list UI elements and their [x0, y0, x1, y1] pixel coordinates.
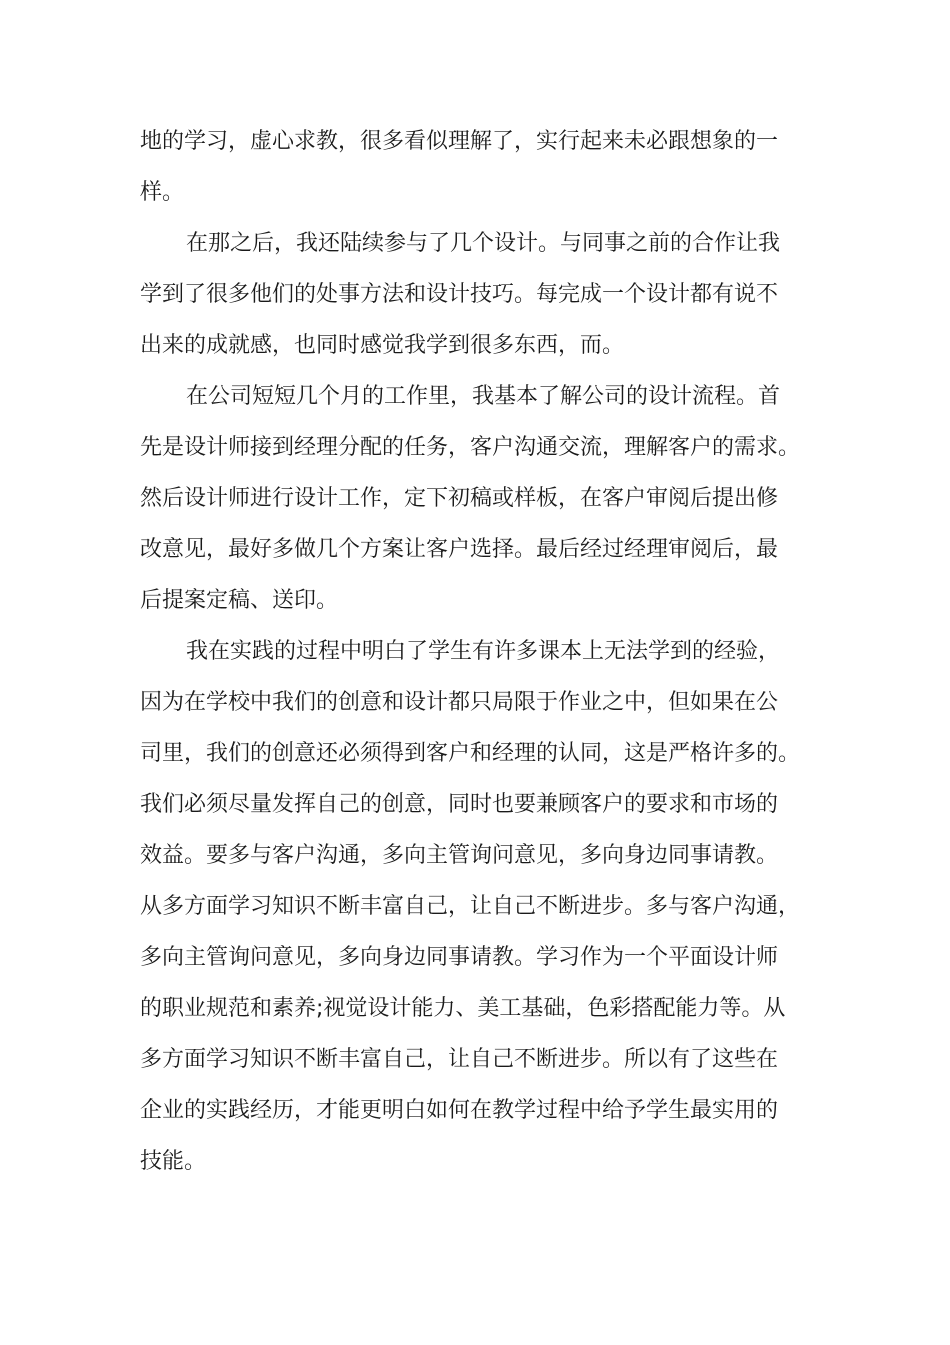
text-line: 的职业规范和素养;视觉设计能力、美工基础，色彩搭配能力等。从	[140, 996, 786, 1021]
text-line: 因为在学校中我们的创意和设计都只局限于作业之中，但如果在公	[140, 690, 779, 715]
text-line: 后提案定稿、送印。	[140, 588, 339, 613]
text-line: 效益。要多与客户沟通，多向主管询问意见，多向身边同事请教。	[140, 843, 779, 868]
text-line: 改意见，最好多做几个方案让客户选择。最后经过经理审阅后，最	[140, 537, 779, 562]
paragraph-first-line: 我在实践的过程中明白了学生有许多课本上无法学到的经验，	[186, 639, 781, 664]
text-line: 先是设计师接到经理分配的任务，客户沟通交流，理解客户的需求。	[140, 435, 801, 460]
text-line: 样。	[140, 180, 185, 205]
text-line: 地的学习，虚心求教，很多看似理解了，实行起来未必跟想象的一	[140, 129, 779, 154]
text-line: 出来的成就感，也同时感觉我学到很多东西，而。	[140, 333, 625, 358]
text-line: 多向主管询问意见，多向身边同事请教。学习作为一个平面设计师	[140, 945, 779, 970]
text-line: 多方面学习知识不断丰富自己，让自己不断进步。所以有了这些在	[140, 1047, 779, 1072]
text-line: 从多方面学习知识不断丰富自己，让自己不断进步。多与客户沟通，	[140, 894, 801, 919]
text-line: 企业的实践经历，才能更明白如何在教学过程中给予学生最实用的	[140, 1098, 779, 1123]
text-line: 我们必须尽量发挥自己的创意，同时也要兼顾客户的要求和市场的	[140, 792, 779, 817]
text-line: 技能。	[140, 1149, 207, 1174]
paragraph-first-line: 在公司短短几个月的工作里，我基本了解公司的设计流程。首	[186, 384, 781, 409]
text-line: 司里，我们的创意还必须得到客户和经理的认同，这是严格许多的。	[140, 741, 801, 766]
text-line: 然后设计师进行设计工作，定下初稿或样板，在客户审阅后提出修	[140, 486, 779, 511]
paragraph-first-line: 在那之后，我还陆续参与了几个设计。与同事之前的合作让我	[186, 231, 781, 256]
text-line: 学到了很多他们的处事方法和设计技巧。每完成一个设计都有说不	[140, 282, 779, 307]
